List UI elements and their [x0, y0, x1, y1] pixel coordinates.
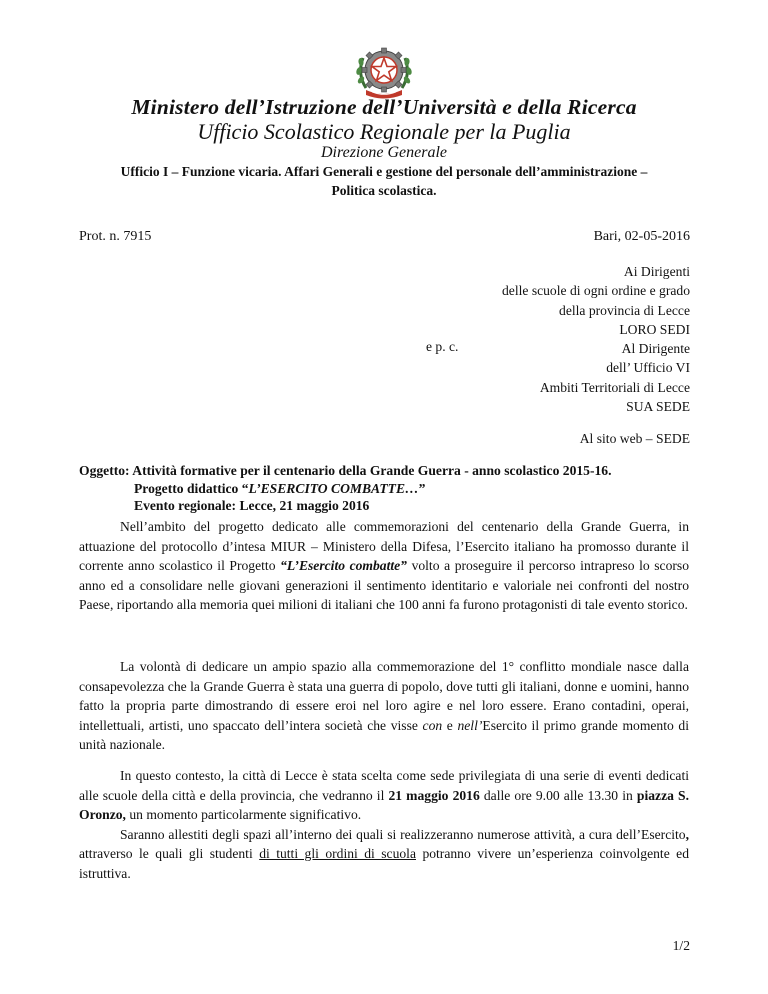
recipient-line: Ai Dirigenti [623, 264, 690, 279]
event-place: piazza S. Oronzo, [79, 787, 689, 822]
subject-block [79, 462, 611, 515]
cc-recipient-line: dell’ Ufficio VI [606, 360, 690, 376]
paragraph-text: volto a proseguire il percorso intrapreso lo scorso anno ed a consolidare nelle giovani generazioni il sentimento identitario e valoriale nei confronti del nostro Paese, riportando alla memoria quei milioni di italiani che 100 anni fa furono protagonisti di tale evento storico. [79, 558, 689, 612]
subject-text: Attività formative per il centenario della Grande Guerra - anno scolastico 2015-16. [132, 463, 612, 478]
unit-line-1: Ufficio I – Funzione vicaria. Affari Generali e gestione del personale dell’amministrazione – [120, 164, 648, 179]
paragraph-text: Nell’ambito del progetto dedicato alle commemorazioni del centenario della Grande Guerra, in attuazione del protocollo d’intesa MIUR – Ministero della Difesa, l’Esercito italiano ha promosso durante il corrente anno scolastico il Progetto [79, 519, 689, 573]
cc-label: e p. c. [426, 339, 459, 354]
recipient-line: LORO SEDI [619, 321, 690, 337]
cc-recipient-line: Al Dirigente [621, 341, 690, 356]
bold-comma: , [685, 826, 689, 842]
subject-line-2 [79, 480, 611, 498]
paragraph-text: un momento particolarmente significativo. [125, 807, 362, 822]
italic-word: con [422, 717, 443, 733]
website-recipient: Al sito web – SEDE [579, 431, 690, 446]
paragraph-text: In questo contesto, la città di Lecce è stata scelta come sede privilegiata di una serie di eventi dedicati alle scuole della città e della provincia, che vedranno il [79, 768, 689, 803]
subject-project-suffix: ” [418, 480, 426, 496]
subject-project-title: L’ESERCITO COMBATTE… [248, 480, 419, 496]
body-paragraph-3 [79, 766, 689, 883]
paragraph-text: attraverso le quali gli studenti [79, 846, 260, 861]
underlined-text: di tutti gli ordini di scuola [259, 846, 416, 861]
paragraph-text: La volontà di dedicare un ampio spazio alla commemorazione del 1° conflitto mondiale nasce dalla consapevolezza che la Grande Guerra è stata una guerra di popolo, dove tutti gli italiani, donne e uomini, hanno fatto la propria parte dimostrando di essere eroi nel loro agire e nel loro essere. Erano contadini, operai, intellettuali, artisti, uno spaccato dell’intera società che visse [79, 659, 689, 733]
regional-office-title: Ufficio Scolastico Regionale per la Puglia [197, 119, 571, 144]
subject-project-prefix: Progetto didattico “ [134, 480, 249, 496]
paragraph-text: dalle ore 9.00 alle 13.30 in [479, 787, 637, 803]
primary-recipients [502, 262, 690, 339]
unit-line-2: Politica scolastica. [331, 183, 437, 198]
paragraph-text: Saranno allestiti degli spazi all’interno dei quali si realizzeranno numerose attività, a cura dell’Esercito [120, 826, 686, 842]
subject-line-3: Evento regionale: Lecce, 21 maggio 2016 [134, 498, 370, 513]
page-number: 1/2 [672, 938, 690, 953]
recipient-line: della provincia di Lecce [559, 302, 690, 318]
subject-line-1 [79, 462, 611, 480]
letter-date: Bari, 02-05-2016 [593, 229, 690, 244]
ministry-title: Ministero dell’Istruzione dell’Università e della Ricerca [131, 95, 637, 119]
paragraph-text: e [442, 717, 458, 733]
paragraph-text: Esercito il primo grande momento di unità nazionale. [79, 717, 689, 752]
body-paragraph-2 [79, 657, 689, 755]
subject-label: Oggetto: [79, 463, 130, 478]
event-date: 21 maggio 2016 [388, 787, 480, 803]
cc-recipient-line: SUA SEDE [626, 398, 690, 414]
italic-word: nell’ [457, 717, 483, 733]
project-title-inline: “L’Esercito combatte” [280, 558, 407, 573]
paragraph-text: potranno vivere un’esperienza coinvolgente ed istruttiva. [79, 846, 690, 881]
body-paragraph-1 [79, 517, 689, 615]
cc-recipient-line: Ambiti Territoriali di Lecce [539, 379, 690, 395]
cc-recipients [540, 339, 690, 416]
direction-title: Direzione Generale [320, 144, 448, 161]
italian-republic-emblem-icon [352, 40, 416, 102]
office-unit-description [60, 162, 708, 200]
protocol-number: Prot. n. 7915 [79, 229, 152, 244]
recipient-line: delle scuole di ogni ordine e grado [502, 283, 690, 299]
